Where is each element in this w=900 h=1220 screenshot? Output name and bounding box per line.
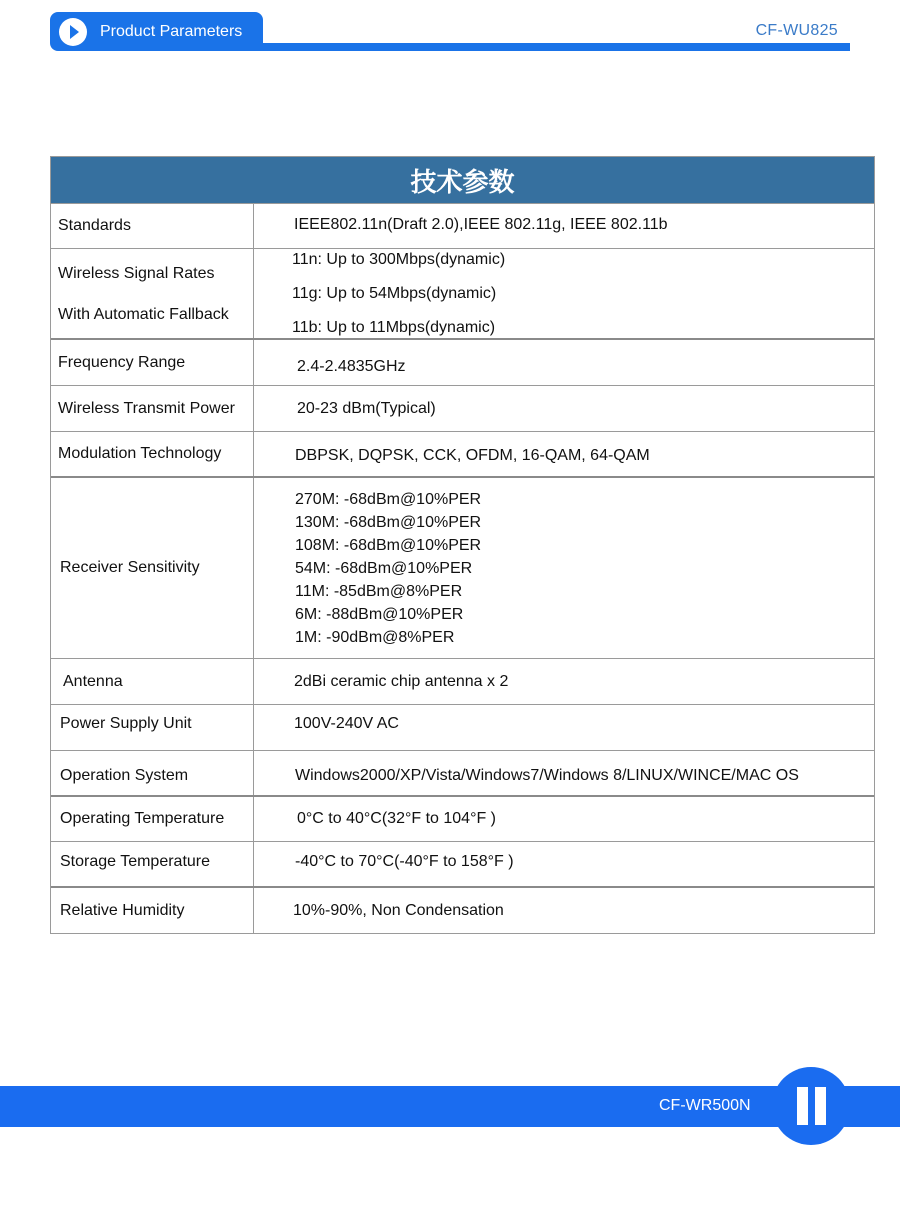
value-line: 100V-240V AC — [294, 715, 399, 732]
table-title: 技术参数 — [51, 157, 874, 204]
row-label — [51, 249, 254, 338]
row-label — [51, 340, 254, 385]
row-value — [254, 204, 874, 248]
label-line: Relative Humidity — [60, 901, 185, 919]
value-line: 11g: Up to 54Mbps(dynamic) — [292, 284, 497, 302]
row-value — [254, 386, 874, 431]
row-value — [254, 478, 874, 658]
footer-bar — [0, 1086, 900, 1127]
table-row — [51, 751, 874, 797]
table-row — [51, 705, 874, 751]
pause-icon — [772, 1067, 850, 1145]
row-label — [51, 705, 254, 750]
table-row — [51, 386, 874, 432]
header-rule — [255, 43, 850, 51]
pause-bar-right — [815, 1087, 826, 1125]
value-line: 11n: Up to 300Mbps(dynamic) — [292, 250, 506, 268]
value-line: 11b: Up to 11Mbps(dynamic) — [292, 318, 496, 336]
label-line: Modulation Technology — [58, 445, 222, 462]
value-line: 270M: -68dBm@10%PER — [295, 490, 482, 508]
value-line: IEEE802.11n(Draft 2.0),IEEE 802.11g, IEEE 802.11b — [294, 216, 668, 233]
label-line: Receiver Sensitivity — [60, 559, 200, 576]
table-row — [51, 888, 874, 933]
label-line: With Automatic Fallback — [58, 305, 229, 323]
label-line: Power Supply Unit — [60, 715, 192, 732]
row-label — [51, 432, 254, 476]
value-line: -40°C to 70°C(-40°F to 158°F ) — [295, 853, 514, 870]
play-arrow-icon — [59, 18, 87, 46]
table-row — [51, 249, 874, 340]
value-line: 130M: -68dBm@10%PER — [295, 513, 482, 531]
label-line: Wireless Transmit Power — [58, 399, 235, 417]
row-label — [51, 386, 254, 431]
label-line: Antenna — [63, 672, 123, 690]
value-line: 20-23 dBm(Typical) — [297, 399, 436, 417]
row-label — [51, 797, 254, 841]
row-value — [254, 797, 874, 841]
row-value — [254, 659, 874, 704]
spec-table — [50, 156, 875, 934]
section-title: Product Parameters — [100, 22, 243, 40]
table-row — [51, 432, 874, 478]
row-value — [254, 888, 874, 933]
table-row — [51, 842, 874, 888]
row-value — [254, 751, 874, 795]
label-line: Operation System — [60, 767, 189, 784]
value-line: 10%-90%, Non Condensation — [293, 901, 504, 919]
row-value — [254, 705, 874, 750]
value-line: 54M: -68dBm@10%PER — [295, 559, 473, 577]
value-line: 0°C to 40°C(32°F to 104°F ) — [297, 810, 497, 827]
value-line: 2.4-2.4835GHz — [297, 357, 406, 375]
label-line: Standards — [58, 217, 131, 234]
value-line: 108M: -68dBm@10%PER — [295, 536, 482, 554]
table-row — [51, 797, 874, 842]
row-label — [51, 204, 254, 248]
label-line: Operating Temperature — [60, 810, 225, 827]
section-tab — [50, 12, 263, 51]
row-value — [254, 340, 874, 385]
footer-model: CF-WR500N — [659, 1097, 751, 1114]
table-row — [51, 659, 874, 705]
label-line: Wireless Signal Rates — [58, 264, 215, 282]
value-line: 2dBi ceramic chip antenna x 2 — [294, 672, 509, 690]
label-line: Storage Temperature — [60, 853, 211, 870]
row-label — [51, 751, 254, 795]
table-row — [51, 478, 874, 659]
value-line: DBPSK, DQPSK, CCK, OFDM, 16-QAM, 64-QAM — [295, 447, 650, 464]
value-line: Windows2000/XP/Vista/Windows7/Windows 8/LINUX/WINCE/MAC OS — [295, 767, 799, 784]
row-value — [254, 842, 874, 886]
value-line: 6M: -88dBm@10%PER — [295, 605, 464, 623]
row-value — [254, 249, 874, 338]
header-model: CF-WU825 — [755, 22, 838, 39]
value-line: 1M: -90dBm@8%PER — [295, 628, 455, 646]
row-value — [254, 432, 874, 476]
table-row — [51, 340, 874, 386]
row-label — [51, 659, 254, 704]
row-label — [51, 478, 254, 658]
pause-bar-left — [797, 1087, 808, 1125]
label-line: Frequency Range — [58, 353, 186, 371]
value-line: 11M: -85dBm@8%PER — [295, 582, 463, 600]
row-label — [51, 888, 254, 933]
row-label — [51, 842, 254, 886]
